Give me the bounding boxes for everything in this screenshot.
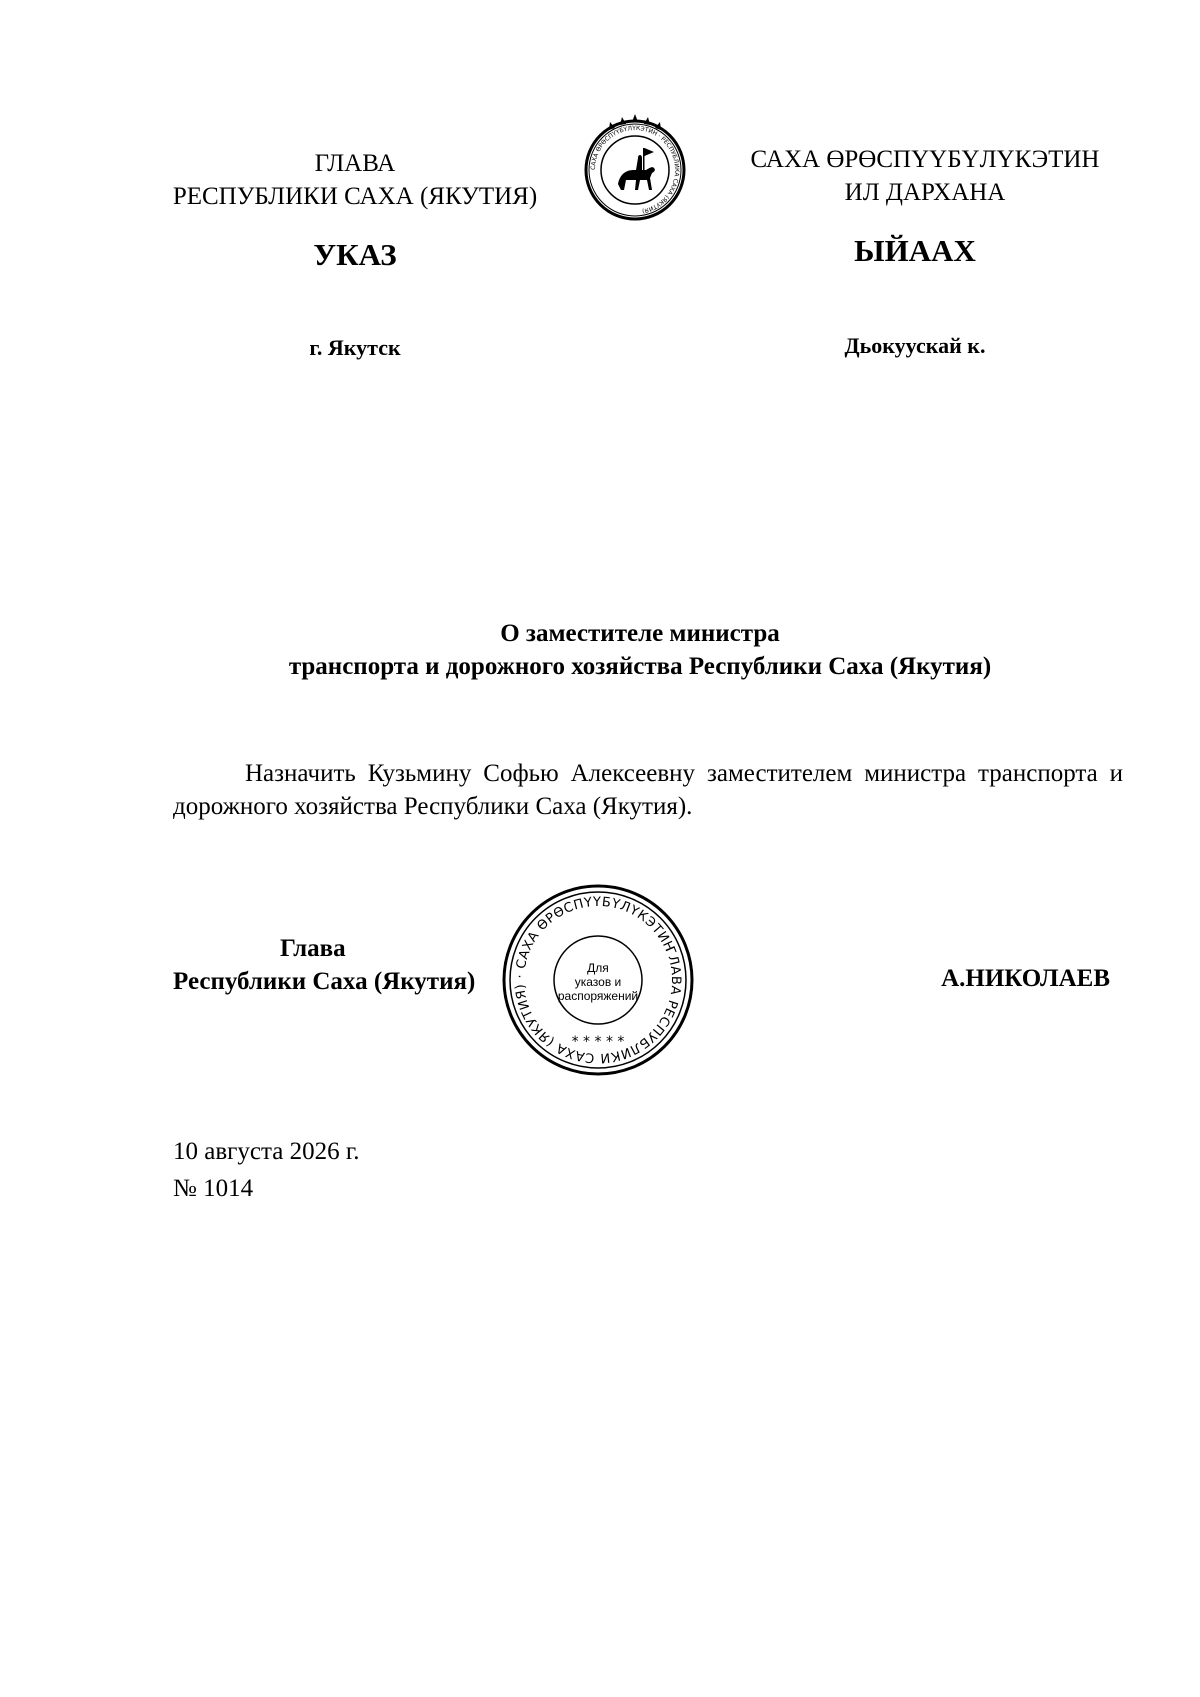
official-stamp <box>500 882 696 1078</box>
svg-text:САХА ӨРӨСПҮҮБҮЛҮКЭТИН · РЕСПУБ <box>590 125 680 214</box>
signatory-title-line2: Республики Саха (Якутия) <box>173 968 476 995</box>
issuer-sah-line1: САХА ӨРӨСПҮҮБҮЛҮКЭТИН <box>750 146 1100 173</box>
decree-body <box>173 757 1123 823</box>
decree-body-text: Назначить Кузьмину Софью Алексеевну заместителем министра транспорта и дорожного хозяйства Республики Саха (Якутия). <box>173 760 1123 820</box>
stamp-center-line2: указов и <box>574 975 622 989</box>
decree-subject <box>160 617 1120 683</box>
coat-of-arms-icon <box>580 112 690 222</box>
signatory-name: А.НИКОЛАЕВ <box>941 965 1110 992</box>
issuer-ru-line1: ГЛАВА <box>314 150 396 177</box>
decree-date: 10 августа 2026 г. <box>173 1138 360 1165</box>
stamp-outer-text: ГЛАВА РЕСПУБЛИКИ САХА (ЯКУТИЯ) · САХА ӨРӨСПҮҮБҮЛҮКЭТИН <box>512 894 684 1066</box>
doc-type-sah: ЫЙААХ <box>854 233 976 268</box>
doc-type-ru: УКАЗ <box>313 237 397 272</box>
city-ru: г. Якутск <box>309 335 401 360</box>
city-sah: Дьокуускай к. <box>844 333 986 358</box>
stamp-center-line1: Для <box>587 961 609 975</box>
issuer-ru <box>120 147 590 213</box>
stamp-stars: * * * * * <box>571 1034 625 1050</box>
signatory-title-line1: Глава <box>280 935 346 962</box>
issuer-sah <box>700 143 1150 209</box>
coat-of-arms-emblem <box>580 112 690 222</box>
subject-line1: О заместителе министра <box>500 620 780 647</box>
issuer-sah-line2: ИЛ ДАРХАНА <box>844 179 1006 206</box>
emblem-ring-text: САХА ӨРӨСПҮҮБҮЛҮКЭТИН · РЕСПУБЛИКА САХА (ЯКУТИЯ) <box>589 124 681 215</box>
decree-number: № 1014 <box>173 1175 254 1202</box>
stamp-center-line3: распоряжений <box>557 989 639 1003</box>
stamp-seal-icon <box>500 882 696 1078</box>
decree-date-number <box>173 1133 360 1207</box>
subject-line2: транспорта и дорожного хозяйства Республики Саха (Якутия) <box>288 653 992 680</box>
signatory-title <box>173 932 513 998</box>
issuer-ru-line2: РЕСПУБЛИКИ САХА (ЯКУТИЯ) <box>172 183 538 210</box>
